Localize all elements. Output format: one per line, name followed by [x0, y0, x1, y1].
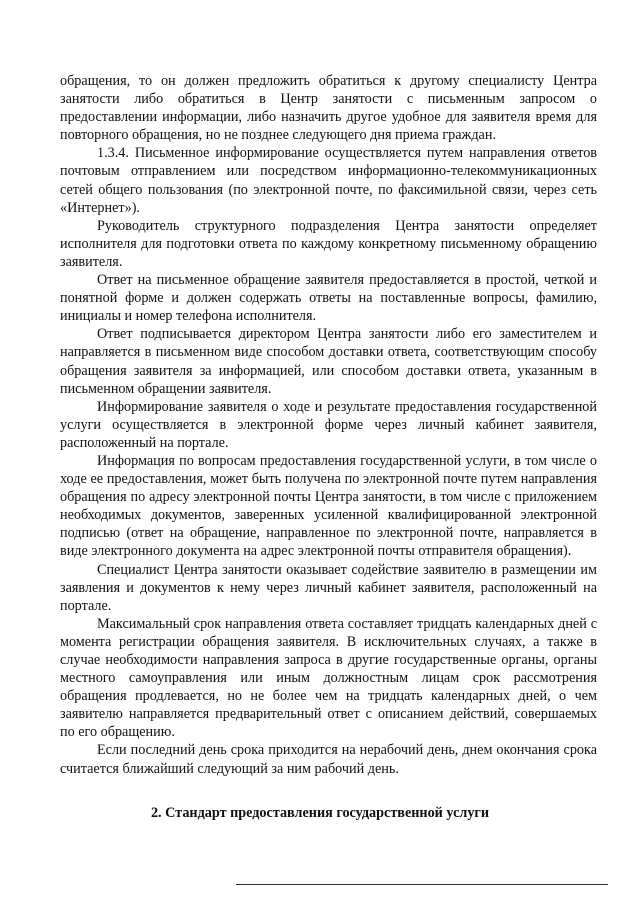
paragraph-answer-form: Ответ на письменное обращение заявителя предоставляется в простой, четкой и понятной форме и должен содержать ответы на поставленные вопросы, фамилию, инициалы и номер телефона исполнителя. [60, 272, 597, 325]
paragraph-email-information: Информация по вопросам предоставления государственной услуги, в том числе о ходе ее предоставления, может быть получена по электронной почте путем направления обращения по адресу электронной почты Центра занятости, в том числе с приложением необходимых документов, заверенных усиленной квалифицированной электронной подписью (ответ на обращение, направленное по электронной почте, направляется в виде электронного документа на адрес электронной почты отправителя обращения). [60, 452, 597, 560]
paragraph-request-redirect: обращения, то он должен предложить обратиться к другому специалисту Центра занятости либо обратиться в Центр занятости с письменным запросом о предоставлении информации, либо назначить другое удобное для заявителя время для повторного обращения, но не позднее следующего дня приема граждан. [60, 73, 597, 144]
paragraph-response-deadline: Максимальный срок направления ответа составляет тридцать календарных дней с момента регистрации обращения заявителя. В исключительных случаях, а также в случае необходимости направления запроса в другие государственные органы, органы местного самоуправления или иным должностным лицам срок рассмотрения обращения продлевается, но не более чем на тридцать календарных дней, о чем заявителю направляется предварительный ответ с описанием действий, совершаемых по его обращению. [60, 615, 597, 741]
footer-divider [236, 884, 608, 885]
section-heading: 2. Стандарт предоставления государственной услуги [150, 805, 490, 821]
paragraph-non-working-day: Если последний день срока приходится на нерабочий день, днем окончания срока считается ближайший следующий за ним рабочий день. [60, 742, 597, 777]
paragraph-executor-assignment: Руководитель структурного подразделения Центра занятости определяет исполнителя для подготовки ответа по каждому конкретному письменному обращению заявителя. [60, 217, 597, 270]
document-body [60, 72, 597, 778]
paragraph-specialist-assistance: Специалист Центра занятости оказывает содействие заявителю в размещении им заявления и документов к нему через личный кабинет заявителя, расположенный на портале. [60, 561, 597, 614]
paragraph-answer-signing: Ответ подписывается директором Центра занятости либо его заместителем и направляется в письменном виде способом доставки ответа, соответствующим способу обращения заявителя за информацией, или способом доставки ответа, указанным в письменном обращении заявителя. [60, 326, 597, 397]
paragraph-electronic-informing: Информирование заявителя о ходе и результате предоставления государственной услуги осуществляется в электронной форме через личный кабинет заявителя, расположенный на портале. [60, 398, 597, 451]
paragraph-written-informing: 1.3.4. Письменное информирование осуществляется путем направления ответов почтовым отправлением или посредством информационно-телекоммуникационных сетей общего пользования (по электронной почте, по факсимильной связи, через сеть «Интернет»). [60, 145, 597, 216]
